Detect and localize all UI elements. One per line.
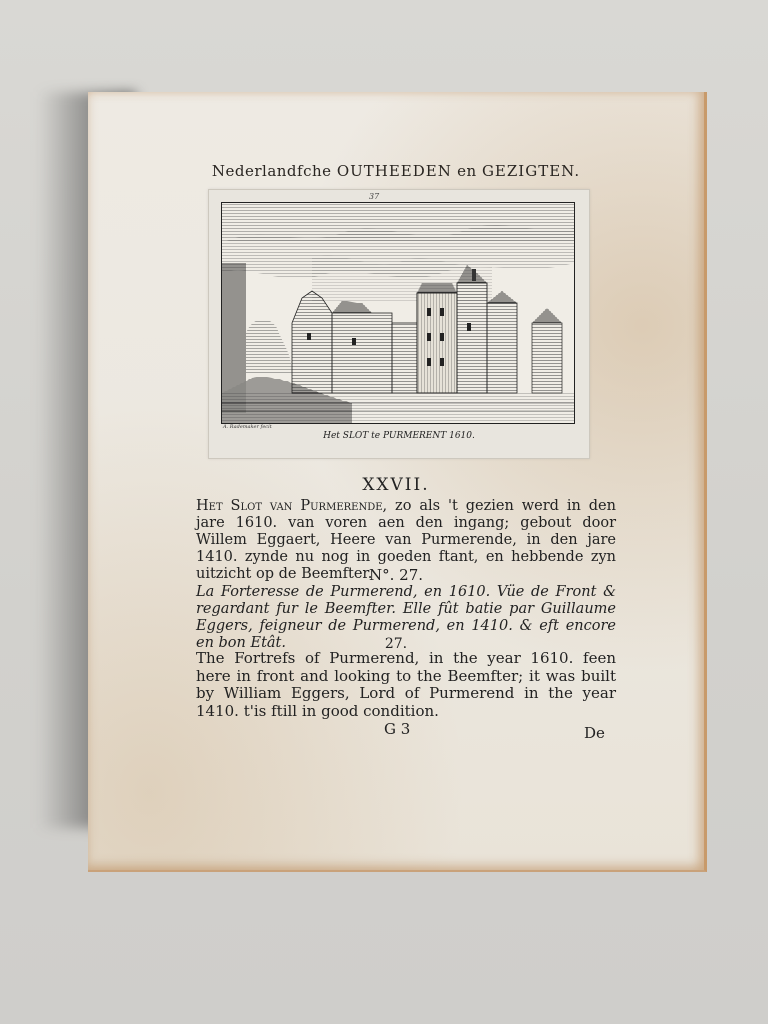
dutch-text: , zo als 't gezien werd in den jare 1610. van voren aen den ingang; gebout door Willem Eggaert, Heere van Purmerende, in den jare 1410. zynde nu nog in goeden ftant, en hebbende zyn uitzicht op de Beemfter. [196,498,616,582]
number-label: N°. 27. [368,566,424,584]
english-number-label: 27. [384,636,408,652]
catchword: De [584,724,605,742]
page-header [88,162,704,180]
engraving-plate [208,189,590,459]
castle-engraving [221,202,575,424]
signature-mark: G 3 [384,720,411,738]
header-prefix: Nederlandfche [211,162,332,180]
dutch-title: Het Slot van Purmerende [196,498,383,514]
header-title-main: OUTHEEDEN [336,162,452,180]
header-connector: en [457,162,477,180]
plate-number: 37 [369,192,380,201]
entry-roman-numeral: XXVII. [362,475,430,495]
header-title-end: GEZIGTEN. [481,162,581,180]
engraver-credit: A. Rademaker fecit [223,424,272,430]
english-paragraph: The Fortrefs of Purmerend, in the year 1610. feen here in front and looking to the Beemfter; it was built by William Eggers, Lord of Purmerend in the year 1410. t'is ftill in good condition. [196,649,616,720]
french-paragraph: La Forteresse de Purmerend, en 1610. Vüe de Front & regardant fur le Beemfter. Elle fût batie par Guillaume Eggers, feigneur de Purmerend, en 1410. & eft encore en bon Etât. [196,584,616,651]
book-page [88,92,707,872]
plate-caption: Het SLOT te PURMERENT 1610. [323,431,475,441]
